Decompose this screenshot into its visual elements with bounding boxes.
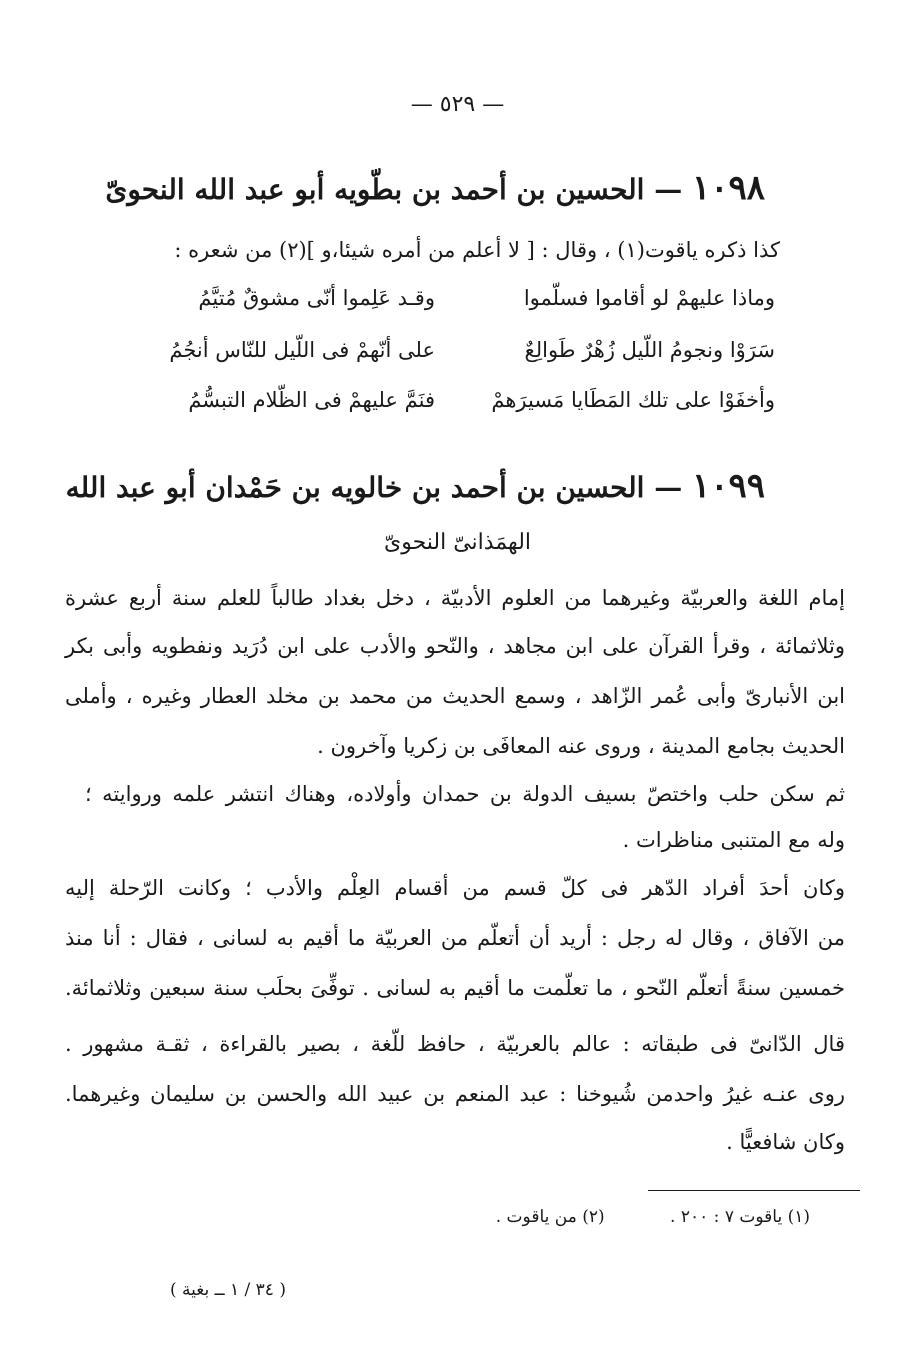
- body-line: ابن الأنبارىّ وأبى عُمر الزّاهد ، وسمع الحديث من محمد بن مخلد العطار وغيره ، وأملى: [65, 684, 845, 708]
- entry-1099-heading: [65, 466, 765, 506]
- entry-number: ١٠٩٩: [691, 466, 765, 506]
- footnotes: [390, 1207, 810, 1227]
- verse-second-hemistich: على أنّهمْ فى اللّيل للنّاس أنجُمُ: [169, 338, 435, 362]
- body-line: إمام اللغة والعربيّة وغيرهما من العلوم الأدبيّة ، دخل بغداد طالباً للعلم سنة أربع عشرة: [65, 586, 845, 610]
- verse-second-hemistich: فنَمَّ عليهمْ فى الظّلام التبسُّمُ: [188, 388, 435, 412]
- verse-row: [135, 338, 775, 378]
- body-line: وثلاثمائة ، وقرأ القرآن على ابن مجاهد ، والنّحو والأدب على ابن دُرَيد ونفطويه وأبى بكر: [65, 634, 845, 658]
- verse-row: [135, 286, 775, 326]
- footnote-2: (٢) من ياقوت .: [495, 1207, 605, 1227]
- body-line: روى عنـه غيرُ واحدمن شُيوخنا : عبد المنعم بن عبيد الله والحسن بن سليمان وغيرهما.: [65, 1082, 845, 1106]
- page-number: — ٥٢٩ —: [410, 92, 505, 117]
- entry-title: — الحسين بن أحمد بن بطّويه أبو عبد الله النحوىّ: [105, 173, 683, 206]
- body-line: خمسين سنةً أتعلّم النّحو ، ما تعلّمت ما أقيم به لسانى . توفِّىَ بحلَب سنة سبعين وثلاثمائة.: [65, 976, 845, 1000]
- body-line: وكان أحدَ أفراد الدّهر فى كلّ قسم من أقسام العِلْم والأدب ؛ وكانت الرّحلة إليه: [65, 876, 845, 900]
- entry-1099-subtitle: الهمَذانىّ النحوىّ: [383, 530, 532, 555]
- entry-title: — الحسين بن أحمد بن خالويه بن حَمْدان أبو عبد الله: [65, 471, 683, 504]
- body-line: وكان شافعيًّا .: [726, 1130, 845, 1154]
- entry-1098-heading: [105, 168, 765, 208]
- verse-first-hemistich: وماذا عليهمْ لو أقاموا فسلّموا: [523, 286, 775, 310]
- body-line: من الآفاق ، وقال له رجل : أريد أن أتعلّم من العربيّة ما أقيم به لسانى ، فقال : أنا منذ: [65, 926, 845, 950]
- entry-1098-intro: كذا ذكره ياقوت(١) ، وقال : [ لا أعلم من أمره شيئا،و ](٢) من شعره :: [174, 238, 780, 262]
- verse-first-hemistich: وأخفَوْا على تلك المَطَايا مَسيرَهمْ: [491, 388, 775, 412]
- body-line: قال الدّانىّ فى طبقاته : عالم بالعربيّة ، حافظ للّغة ، بصير بالقراءة ، ثقـة مشهور .: [65, 1032, 845, 1056]
- signature-mark: ( ٣٤ / ١ ــ بغية ): [170, 1280, 286, 1300]
- verse-second-hemistich: وقـد عَلِموا أنّى مشوقٌ مُتيَّمُ: [198, 286, 435, 310]
- entry-number: ١٠٩٨: [691, 168, 765, 208]
- verse-row: [135, 388, 775, 428]
- verse-first-hemistich: سَرَوْا ونجومُ اللّيل زُهْرٌ طَوالِعٌ: [524, 338, 775, 362]
- body-line: وله مع المتنبى مناظرات .: [622, 828, 845, 852]
- body-line: ثم سكن حلب واختصّ بسيف الدولة بن حمدان وأولاده، وهناك انتشر علمه وروايته ؛: [85, 782, 845, 806]
- footnote-1: (١) ياقوت ٧ : ٢٠٠ .: [670, 1207, 810, 1227]
- footnote-divider: [648, 1190, 860, 1191]
- body-line: الحديث بجامع المدينة ، وروى عنه المعافَى بن زكريا وآخرون .: [317, 734, 845, 758]
